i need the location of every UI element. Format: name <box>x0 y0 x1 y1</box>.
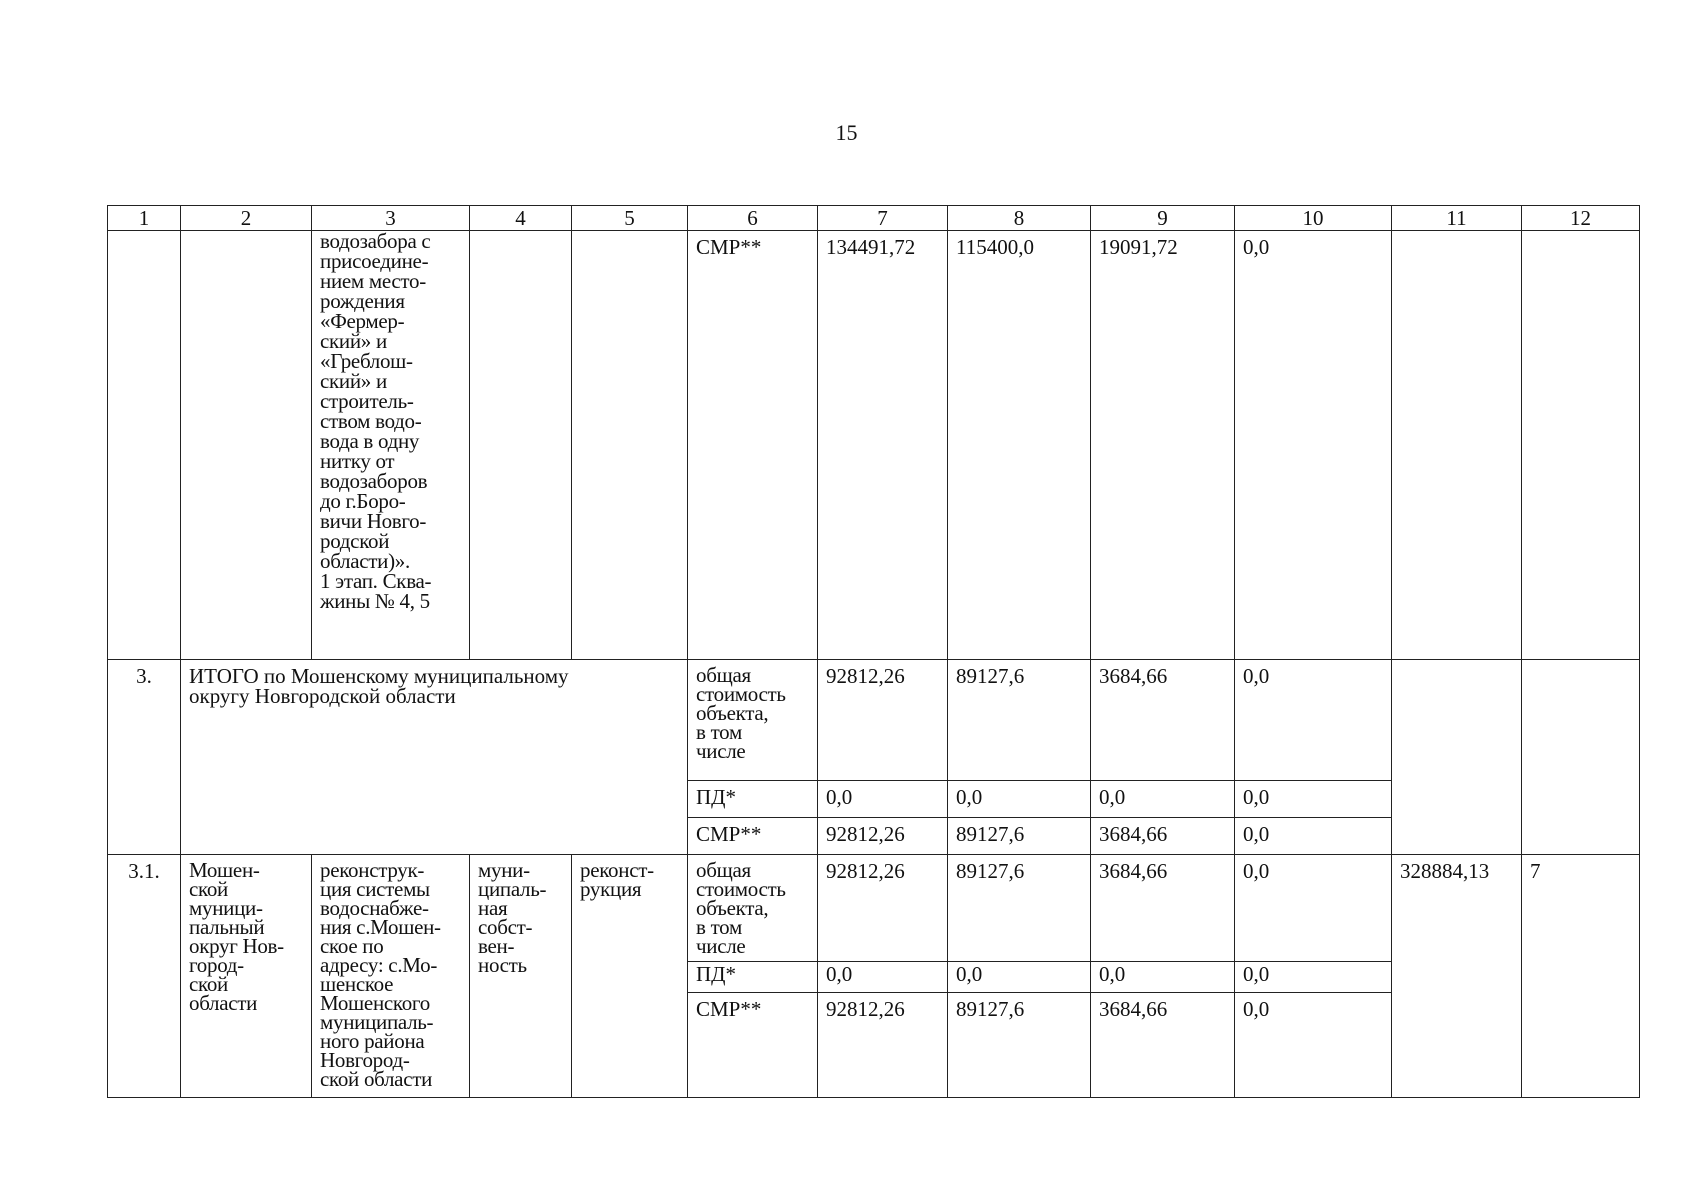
cost-type-cell: ПД* <box>688 781 818 818</box>
value-cell: 89127,6 <box>948 818 1091 855</box>
value-cell: 7 <box>1522 855 1640 1098</box>
value-cell: 0,0 <box>1091 962 1235 993</box>
total-title-cell: ИТОГО по Мошенскому муниципальному округу Новгородской области <box>181 660 688 855</box>
header-cell: 1 <box>108 206 181 231</box>
row-number-cell: 3. <box>108 660 181 855</box>
value-cell: 0,0 <box>948 781 1091 818</box>
header-cell: 7 <box>818 206 948 231</box>
table-cell <box>1522 231 1640 660</box>
value-cell: 89127,6 <box>948 993 1091 1098</box>
header-cell: 5 <box>572 206 688 231</box>
value-cell: 3684,66 <box>1091 660 1235 781</box>
header-cell: 11 <box>1392 206 1522 231</box>
investment-table <box>107 205 1640 1098</box>
value-cell: 3684,66 <box>1091 818 1235 855</box>
header-cell: 2 <box>181 206 312 231</box>
ownership-cell: муни- ципаль- ная собст- вен- ность <box>470 855 572 1098</box>
value-cell: 0,0 <box>1235 781 1392 818</box>
table-cell <box>108 231 181 660</box>
cost-type-cell: СМР** <box>688 818 818 855</box>
object-description-cell: водозабора с присоедине- нием место- рождения «Фермер- ский» и «Греблош- ский» и строитель- ством водо- вода в одну нитку от водозаборов до г.Боро- вичи Новго- родской области)». 1 этап. Сква- жины № 4, 5 <box>312 231 470 660</box>
work-type-cell: реконст- рукция <box>572 855 688 1098</box>
value-cell: 89127,6 <box>948 660 1091 781</box>
value-cell: 0,0 <box>1091 781 1235 818</box>
value-cell: 328884,13 <box>1392 855 1522 1098</box>
table-cell <box>470 231 572 660</box>
value-cell: 134491,72 <box>818 231 948 660</box>
value-cell: 0,0 <box>818 962 948 993</box>
table-row <box>108 231 1640 660</box>
value-cell: 115400,0 <box>948 231 1091 660</box>
value-cell: 19091,72 <box>1091 231 1235 660</box>
header-cell: 12 <box>1522 206 1640 231</box>
table-row <box>108 855 1640 962</box>
column-number-header <box>108 206 1640 231</box>
value-cell: 0,0 <box>1235 962 1392 993</box>
table-cell <box>572 231 688 660</box>
header-cell: 3 <box>312 206 470 231</box>
value-cell: 3684,66 <box>1091 993 1235 1098</box>
header-cell: 9 <box>1091 206 1235 231</box>
table-row <box>108 660 1640 781</box>
cost-type-cell: СМР** <box>688 993 818 1098</box>
header-cell: 10 <box>1235 206 1392 231</box>
object-description-cell: реконструк- ция системы водоснабже- ния с.Мошен- ское по адресу: с.Мо- шенское Мошенского муниципаль- ного района Новгород- ской области <box>312 855 470 1098</box>
value-cell: 89127,6 <box>948 855 1091 962</box>
table-cell <box>181 231 312 660</box>
value-cell: 0,0 <box>1235 818 1392 855</box>
table-cell <box>1392 231 1522 660</box>
header-cell: 6 <box>688 206 818 231</box>
value-cell: 0,0 <box>1235 231 1392 660</box>
cost-type-cell: СМР** <box>688 231 818 660</box>
cost-type-cell: ПД* <box>688 962 818 993</box>
value-cell: 0,0 <box>948 962 1091 993</box>
value-cell: 0,0 <box>818 781 948 818</box>
header-cell: 4 <box>470 206 572 231</box>
value-cell: 0,0 <box>1235 993 1392 1098</box>
cost-type-cell: общая стоимость объекта, в том числе <box>688 855 818 962</box>
cost-type-cell: общая стоимость объекта, в том числе <box>688 660 818 781</box>
value-cell: 92812,26 <box>818 855 948 962</box>
header-cell: 8 <box>948 206 1091 231</box>
value-cell: 92812,26 <box>818 818 948 855</box>
row-number-cell: 3.1. <box>108 855 181 1098</box>
municipality-cell: Мошен- ской муници- пальный округ Нов- город- ской области <box>181 855 312 1098</box>
table-cell <box>1392 660 1522 855</box>
value-cell: 3684,66 <box>1091 855 1235 962</box>
value-cell: 0,0 <box>1235 660 1392 781</box>
value-cell: 92812,26 <box>818 993 948 1098</box>
table-cell <box>1522 660 1640 855</box>
value-cell: 0,0 <box>1235 855 1392 962</box>
page-number: 15 <box>835 120 858 145</box>
value-cell: 92812,26 <box>818 660 948 781</box>
